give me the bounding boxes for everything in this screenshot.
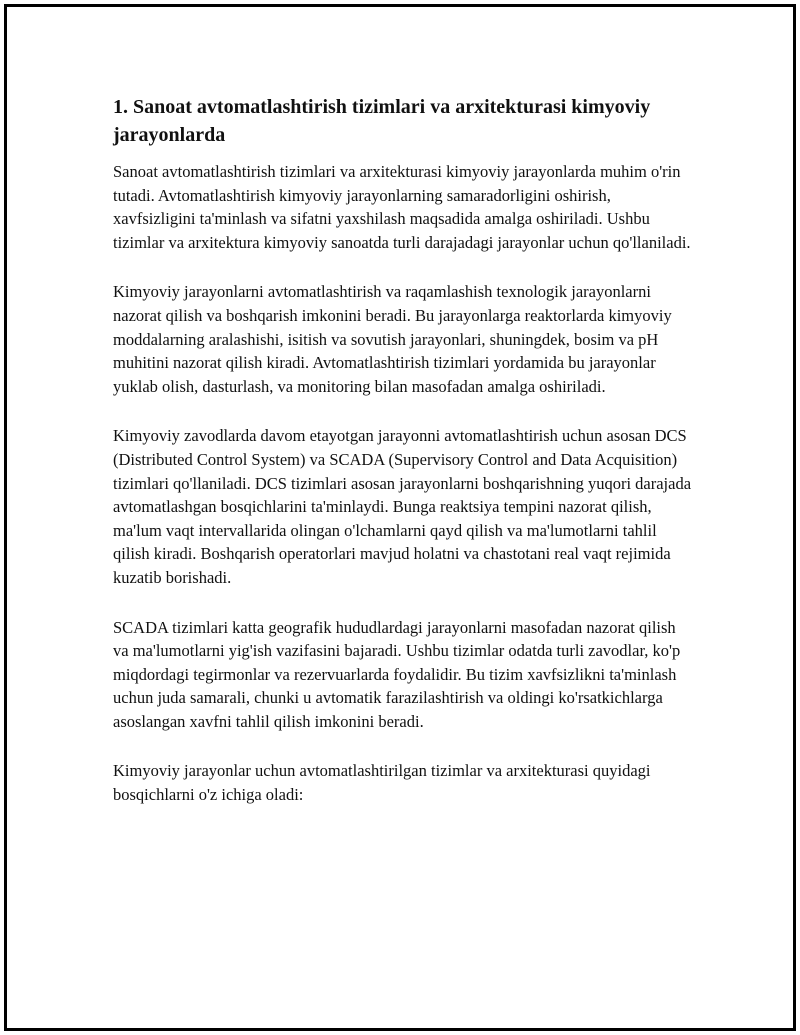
section-heading: 1. Sanoat avtomatlashtirish tizimlari va arxitekturasi kimyoviy jarayonlarda bbox=[113, 96, 651, 146]
paragraph-scada: SCADA tizimlari katta geografik hududlardagi jarayonlarni masofadan nazorat qilish va ma'lumotlarni yig'ish vazifasini bajaradi. Ushbu tizimlar odatda turli zavodlar, ko'p miqdordagi tegirmonlar va rezervuarlarda foydalidir. Bu tizim xavfsizlikni ta'minlash uchun juda samarali, chunki u avtomatik farazilashtirish va oldingi ko'rsatkichlarga asoslangan xavfni tahlil qilish imkonini beradi. bbox=[113, 617, 681, 731]
paragraph-automation: Kimyoviy jarayonlarni avtomatlashtirish va raqamlashish texnologik jarayonlarni nazorat qilish va boshqarish imkonini beradi. Bu jarayonlarga reaktorlarda kimyoviy moddalarning aralashishi, isitish va sovutish jarayonlari, shuningdek, bosim va pH muhitini nazorat qilish kiradi. Avtomatlashtirish tizimlari yordamida bu jarayonlar yuklab olish, dasturlash, va monitoring bilan masofadan amalga oshiriladi. bbox=[113, 282, 672, 396]
paragraph-stages: Kimyoviy jarayonlar uchun avtomatlashtirilgan tizimlar va arxitekturasi quyidagi bosqichlarni o'z ichiga oladi: bbox=[113, 761, 651, 805]
document-body bbox=[113, 93, 693, 833]
paragraph-intro: Sanoat avtomatlashtirish tizimlari va arxitekturasi kimyoviy jarayonlarda muhim o'rin tutadi. Avtomatlashtirish kimyoviy jarayonlarning samaradorligini oshirish, xavfsizligini ta'minlash va sifatni yaxshilash maqsadida amalga oshiriladi. Ushbu tizimlar va arxitektura kimyoviy sanoatda turli darajadagi jarayonlar uchun qo'llaniladi. bbox=[113, 162, 691, 252]
paragraph-dcs-scada: Kimyoviy zavodlarda davom etayotgan jarayonni avtomatlashtirish uchun asosan DCS (Distributed Control System) va SCADA (Supervisory Control and Data Acquisition) tizimlari qo'llaniladi. DCS tizimlari asosan jarayonlarni boshqarishning yuqori darajada avtomatlashgan bosqichlarini ta'minlaydi. Bunga reaktsiya tempini nazorat qilish, ma'lum vaqt intervallarida olingan o'lchamlarni qayd qilish va ma'lumotlarni tahlil qilish kiradi. Boshqarish operatorlari mavjud holatni va chastotani real vaqt rejimida kuzatib borishadi. bbox=[113, 426, 692, 587]
